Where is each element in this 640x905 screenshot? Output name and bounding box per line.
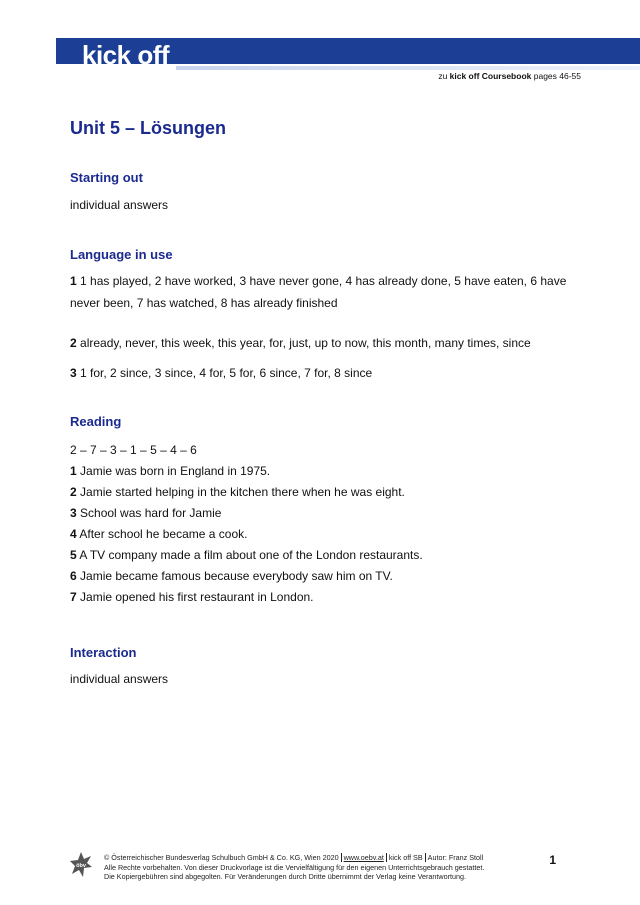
item-number: 3 [70,506,77,520]
reading-item-6 [70,569,393,583]
footer-publisher: © Österreichischer Bundesverlag Schulbuch GmbH & Co. KG, Wien 2020 [104,853,339,862]
ref-book: kick off Coursebook [449,71,532,81]
language-item-1 [70,270,570,314]
footer-website-link[interactable]: www.oebv.at [343,853,384,862]
ref-pages: pages 46-55 [531,71,581,81]
oebv-logo-icon [69,851,93,879]
reading-item-5 [70,548,423,562]
item-number: 5 [70,548,77,562]
heading-interaction: Interaction [70,645,137,660]
item-text: Jamie opened his first restaurant in London. [76,590,314,604]
footer-copyright [104,853,484,882]
footer-author: Autor: Franz Stoll [427,853,484,862]
oebv-logo-text: öbv [76,863,86,869]
item-text: After school he became a cook. [76,527,248,541]
coursebook-reference [438,71,581,81]
reading-item-1 [70,464,270,478]
item-number: 6 [70,569,77,583]
item-number: 1 [70,464,77,478]
footer-line-3: Die Kopiergebühren sind abgegolten. Für Veränderungen durch Dritte übernimmt der Verlag keine Verantwortung. [104,872,466,881]
heading-reading: Reading [70,414,122,429]
reading-item-7 [70,590,314,604]
interaction-text: individual answers [70,672,169,686]
starting-out-text: individual answers [70,198,169,212]
item-text: School was hard for Jamie [76,506,222,520]
reading-item-3 [70,506,221,520]
item-number: 7 [70,590,77,604]
item-number: 3 [70,366,77,380]
item-text: 1 has played, 2 have worked, 3 have never gone, 4 has already done, 5 have eaten, 6 have never been, 7 has watched, 8 has already finished [70,274,567,310]
item-number: 2 [70,485,77,499]
language-item-2 [70,332,570,354]
item-text: already, never, this week, this year, for, just, up to now, this month, many times, since [76,336,531,350]
item-text: Jamie started helping in the kitchen there when he was eight. [76,485,405,499]
item-text: Jamie was born in England in 1975. [76,464,271,478]
item-number: 4 [70,527,77,541]
footer-book: kick off SB [388,853,423,862]
reading-item-4 [70,527,247,541]
item-text: Jamie became famous because everybody saw him on TV. [76,569,393,583]
reading-item-2 [70,485,405,499]
heading-starting-out: Starting out [70,170,143,185]
item-text: A TV company made a film about one of the London restaurants. [76,548,423,562]
item-number: 2 [70,336,77,350]
kick-off-logo: kick off [82,40,170,70]
reading-order: 2 – 7 – 3 – 1 – 5 – 4 – 6 [70,443,197,457]
ref-prefix: zu [438,71,450,81]
language-item-3 [70,362,570,384]
page-title: Unit 5 – Lösungen [70,118,227,138]
footer-line-2: Alle Rechte vorbehalten. Von dieser Druckvorlage ist die Vervielfältigung für den eigenen Unterrichtsgebrauch gestattet. [104,862,485,872]
item-number: 1 [70,274,77,288]
footer-line-1 [104,853,484,863]
heading-language-in-use: Language in use [70,247,173,262]
page-number: 1 [549,853,556,867]
item-text: 1 for, 2 since, 3 since, 4 for, 5 for, 6 since, 7 for, 8 since [76,366,373,380]
